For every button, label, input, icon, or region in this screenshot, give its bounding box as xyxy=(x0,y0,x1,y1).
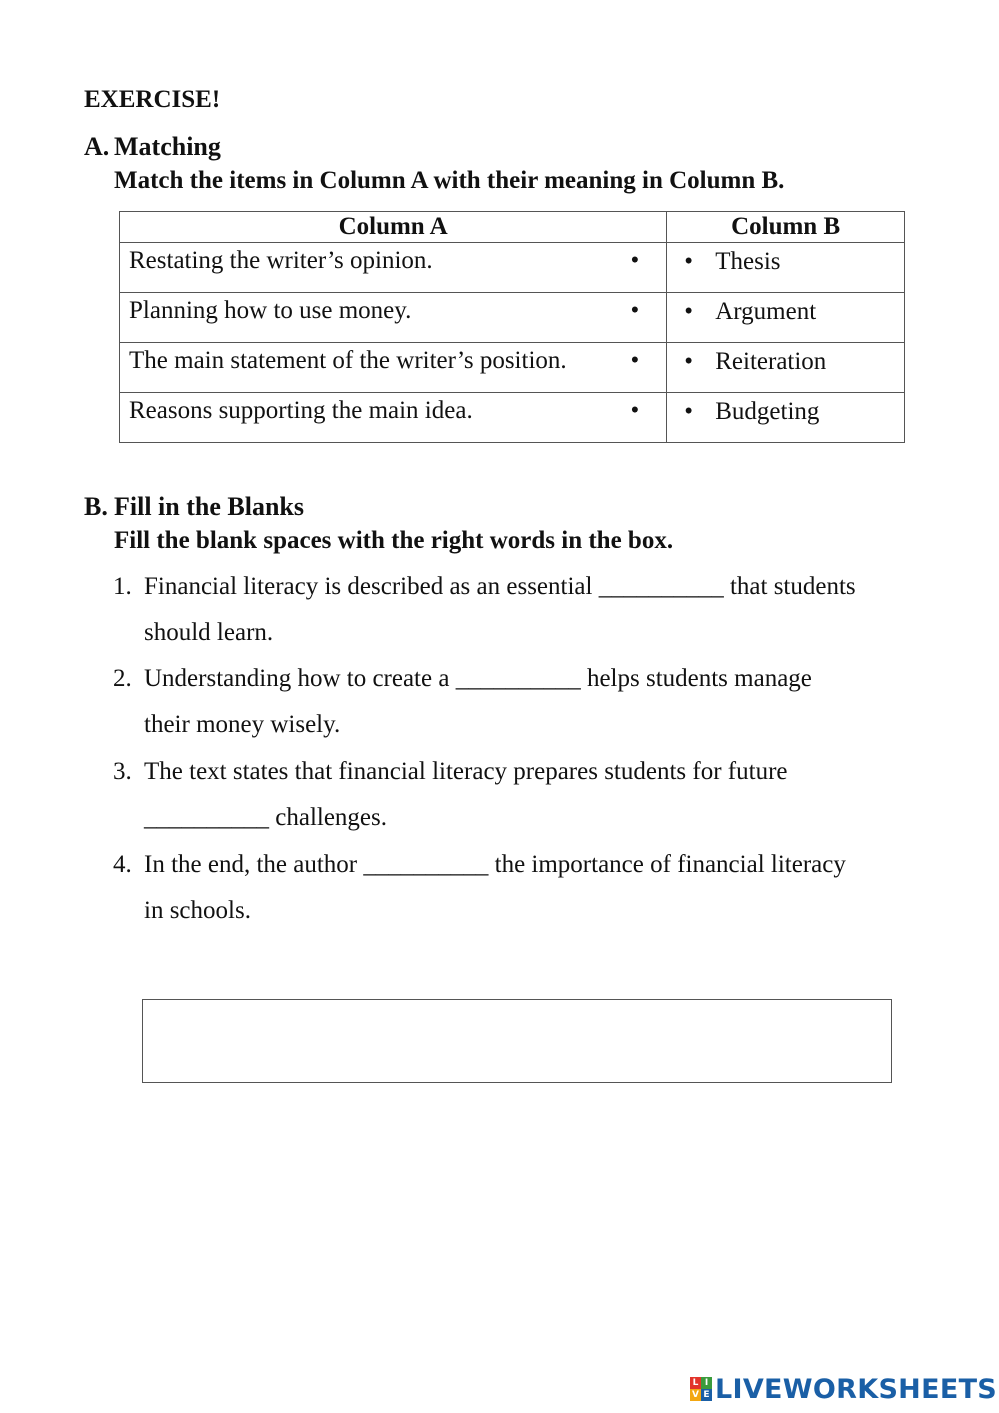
liveworksheets-logo xyxy=(690,1373,997,1405)
matching-table xyxy=(119,211,905,443)
section-a-letter: A. xyxy=(84,132,110,161)
logo-letter-e: E xyxy=(701,1389,712,1401)
column-b-header: Column B xyxy=(667,212,905,243)
question-line: their money wisely. xyxy=(144,711,341,738)
match-dot-a[interactable]: • xyxy=(630,297,640,324)
table-row xyxy=(120,293,905,343)
section-a-instruction: Match the items in Column A with their meaning in Column B. xyxy=(114,167,785,194)
column-a-item: Restating the writer’s opinion. xyxy=(129,247,433,274)
column-b-item: Thesis xyxy=(715,248,781,275)
column-a-header: Column A xyxy=(120,212,667,243)
column-a-item: The main statement of the writer’s position. xyxy=(129,347,567,374)
word-box xyxy=(142,999,892,1083)
question-line: The text states that financial literacy prepares students for future xyxy=(144,758,788,785)
question-line: should learn. xyxy=(144,619,274,646)
match-dot-a[interactable]: • xyxy=(630,397,640,424)
match-dot-b[interactable]: • xyxy=(684,248,693,275)
section-b-instruction: Fill the blank spaces with the right words in the box. xyxy=(114,527,674,554)
column-b-item: Argument xyxy=(715,298,817,325)
table-row xyxy=(120,343,905,393)
logo-text: LIVEWORKSHEETS xyxy=(715,1373,998,1405)
logo-letter-l: L xyxy=(690,1377,701,1389)
question-line: Financial literacy is described as an essential __________ that students xyxy=(144,573,856,600)
section-b-letter: B. xyxy=(84,492,108,521)
match-dot-a[interactable]: • xyxy=(630,347,640,374)
question-line: In the end, the author __________ the importance of financial literacy xyxy=(144,851,846,878)
question-number: 1. xyxy=(113,573,132,600)
column-b-item: Budgeting xyxy=(715,398,820,425)
match-dot-b[interactable]: • xyxy=(684,398,693,425)
column-a-item: Planning how to use money. xyxy=(129,297,412,324)
table-row xyxy=(120,243,905,293)
question-number: 3. xyxy=(113,758,132,785)
logo-letter-i: I xyxy=(701,1377,712,1389)
question-number: 2. xyxy=(113,665,132,692)
question-line: __________ challenges. xyxy=(144,804,388,831)
section-b-title: Fill in the Blanks xyxy=(114,492,304,521)
logo-letter-v: V xyxy=(690,1389,701,1401)
question-line: Understanding how to create a __________ helps students manage xyxy=(144,665,812,692)
table-row xyxy=(120,393,905,443)
column-b-item: Reiteration xyxy=(715,348,827,375)
column-a-item: Reasons supporting the main idea. xyxy=(129,397,473,424)
match-dot-b[interactable]: • xyxy=(684,348,693,375)
section-a-title: Matching xyxy=(114,132,221,161)
question-line: in schools. xyxy=(144,897,251,924)
match-dot-b[interactable]: • xyxy=(684,298,693,325)
liveworksheets-logo-icon xyxy=(690,1377,712,1401)
match-dot-a[interactable]: • xyxy=(630,247,640,274)
question-number: 4. xyxy=(113,851,132,878)
page-title: EXERCISE! xyxy=(84,86,221,113)
